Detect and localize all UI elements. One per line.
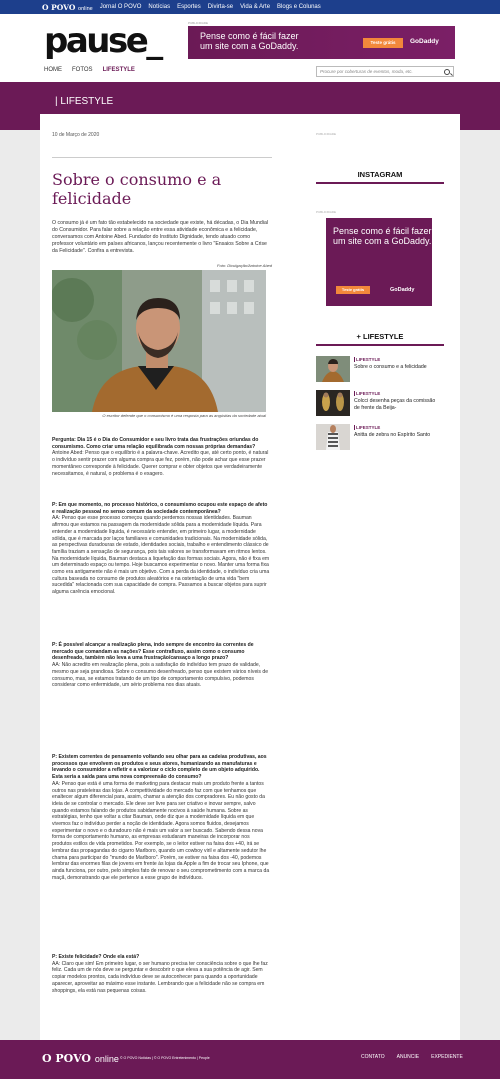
- category-label: LIFESTYLE: [356, 425, 381, 430]
- list-item[interactable]: [316, 356, 444, 384]
- answer: AA: Claro que sim! Em primeiro lugar, o ser humano precisa ter consciência sobre o que lhe faz feliz. Cada um de nós deve se perguntar e descobrir o que eleva a sua potência de agir. Sem copiar modelos prontos, cada indivíduo deve se autoconhecer para quando a oportunidade aparecer, aproveitar ao máximo esse instante. Lembrando que a felicidade não se compra em shoppings, ela está nas pequenas coisas.: [52, 960, 268, 994]
- nav-fotos[interactable]: FOTOS: [72, 67, 93, 73]
- search-placeholder: Procure por coberturas de eventos, moda, etc.: [320, 69, 413, 74]
- qa-block: [52, 954, 270, 994]
- item-title[interactable]: Sobre o consumo e a felicidade: [354, 364, 427, 370]
- more-lifestyle-heading: + LIFESTYLE: [316, 332, 444, 346]
- godaddy-logo: GoDaddy: [390, 287, 415, 293]
- godaddy-logo: GoDaddy: [410, 38, 439, 45]
- ad-text: Pense como é fácil fazer um site com a GoDaddy.: [333, 226, 432, 246]
- thumbnail[interactable]: [316, 356, 350, 382]
- article-headline: Sobre o consumo e a felicidade: [52, 170, 222, 208]
- main-nav: [44, 67, 135, 73]
- site-header: [0, 14, 500, 82]
- photo-credit: Foto: Divulgação/Antoine Abed: [217, 263, 272, 268]
- divider: [52, 157, 272, 158]
- qa-block: [52, 437, 270, 477]
- content-container: [40, 114, 460, 1040]
- list-item[interactable]: [316, 424, 444, 452]
- ad-label: PUBLICIDADE: [316, 210, 337, 214]
- photo-illustration: [52, 270, 266, 412]
- item-title[interactable]: Colcci desenha peças da comissão de frente da Beija-: [354, 398, 436, 411]
- topbar-link-vida-arte[interactable]: Vida & Arte: [240, 4, 271, 10]
- thumbnail[interactable]: [316, 390, 350, 416]
- pause-logo[interactable]: pause_: [44, 21, 161, 61]
- answer: AA: Penso que esse processo começou quando perdemos nossas identidades. Bauman afirmou que estamos na passagem da modernidade sólida para a modernidade líquida. Para entender a modernidade líquida, é necessário entender, em primeiro lugar, a modernidade sólida, que é marcada por laços familiares e comunidades tradicionais. Na modernidade sólida, as perspectivas duradouras de estado, identidades sociais, trabalho e entendimento clássico de família traziam a sensação de segurança, pois tais valores se transformavam em ritmos lentos. Na modernidade líquida, Bauman destaca a liquefação das formas sociais. Agora, não é fixa em um determinado espaço ou tempo. Hoje buscamos experimentar o novo. Manter uma forma fixa como era antigamente não é mais um objetivo. Com a perda da identidade, o indivíduo cria uma cultura baseada no consumo de produtos aleatórios e na ostentação de uma vida "bem sucedida" relacionada com sua capacidade de compra. Passamos a buscar objetos para suprir alguma carência emocional.: [52, 515, 270, 596]
- footer-copyright: © O POVO Notícias | © O POVO Entretenimento | People: [120, 1056, 210, 1060]
- answer: Antoine Abed: Penso que o equilíbrio é a palavra-chave. Acredito que, até certo ponto, é natural o indivíduo sentir prazer com alguma compra que fez, porém, não pode achar que esse prazer momentâneo corresponde à felicidade. Querer comprar e obter objetos que verdadeiramente necessitamos, é natural, o problema é o exagero.: [52, 450, 269, 477]
- thumbnail[interactable]: [316, 424, 350, 450]
- question: Pergunta: Dia 15 é o Dia do Consumidor e seu livro trata das frustrações oriundas do consumismo. Como criar uma relação equilibrada com nossas próprias demandas?: [52, 437, 259, 450]
- article-photo[interactable]: [52, 270, 266, 412]
- search-input[interactable]: [316, 66, 454, 77]
- question: P: Existem correntes de pensamento voltando seu olhar para as cadeias produtivas, aos processos que envolvem os produtos e seus atores, humanizando as manufaturas e levando o consumidor a refletir e a valorizar o ciclo completo de um objeto adquirido. Esta seria a saída para uma nova compreensão do consumo?: [52, 754, 267, 781]
- answer: AA: Não acredito em realização plena, pois a satisfação do indivíduo tem prazo de validade, mesmo que seja grandiosa. Sobre o consumo desenfreado, penso que existem vários níveis de consumo, mas, se estamos tratando de um tipo de comportamento compulsivo, podemos considerar como enfermidade, um sério problema nos dias atuais.: [52, 662, 269, 689]
- item-title[interactable]: Anitta de zebra no Espírito Santo: [354, 432, 431, 438]
- qa-block: [52, 642, 270, 689]
- qa-block: [52, 754, 270, 881]
- category-label: LIFESTYLE: [356, 357, 381, 362]
- footer-links: [361, 1054, 463, 1060]
- question: P: Existe felicidade? Onde ela está?: [52, 954, 140, 960]
- article: [52, 132, 272, 994]
- section-title: | LIFESTYLE: [55, 96, 114, 107]
- instagram-heading: INSTAGRAM: [316, 170, 444, 184]
- footer-opovo-logo[interactable]: O POVO online: [42, 1052, 119, 1065]
- topbar-link-blogs[interactable]: Blogs e Colunas: [277, 4, 321, 10]
- site-footer: [0, 1040, 500, 1079]
- sidebar-ad[interactable]: [326, 218, 432, 306]
- ad-text: Pense como é fácil fazer um site com a GoDaddy.: [200, 31, 299, 51]
- topbar-link-divirta[interactable]: Divirta-se: [207, 4, 234, 10]
- search-icon[interactable]: [444, 69, 450, 75]
- ad-label: PUBLICIDADE: [188, 21, 209, 25]
- topbar-link-noticias[interactable]: Notícias: [148, 4, 171, 10]
- qa-block: [52, 502, 270, 596]
- sidebar: [316, 132, 444, 438]
- answer: AA: Penso que está é uma forma de marketing para destacar mais um produto frente a tantos outros nas prateleiras das lojas. A competitividade do mercado faz com que tenhamos que enaltecer algum diferencial para, assim, chamar a atenção dos compradores. Eu não gosto da ideia de se controlar o mercado. Ele deve ser livre para ser criativo e inovar sempre, salvo quando estamos falando de produtos sabidamente nocivos à saúde humana. Sobre as estratégias, tenho que voltar a citar Bauman, onde diz que a modernidade líquida em que vivemos faz o indivíduo perder a noção de identidade. Agora somos fluidos, desejamos experimentar o novo e o duradouro não é mais um valor a ser buscado. Sabendo dessa nova forma de comportamento humano, as empresas estudaram maneiras de incorporar nos produtos estilos de vida prometidos. Por exemplo, se o leitor estiver na faixa dos +40, irá se lembrar das propagandas do cigarro Marlboro, quando um cowboy viril e altamente sedutor lhe chama para participar do "mundo de Marlboro". Porém, se estiver na faixa dos -40, podemos lembrar das enormes filas de jovens em frente às lojas da Apple a fim de trocar seu Iphone, que ainda funciona, por outro, pelo simples fato de renovar o seu comprometimento com a marca da maçã, demonstrando que ele pertence a esse grupo de indivíduos.: [52, 780, 270, 881]
- top-bar: [0, 0, 500, 14]
- footer-link-contato[interactable]: CONTATO: [361, 1054, 385, 1060]
- ad-cta-button[interactable]: Teste grátis: [336, 286, 370, 294]
- footer-link-anuncie[interactable]: ANUNCIE: [396, 1054, 420, 1060]
- photo-caption: O escritor defende que o consumismo é uma resposta para as angústias da sociedade atual: [102, 413, 266, 418]
- article-date: 10 de Março de 2020: [52, 132, 100, 138]
- nav-home[interactable]: HOME: [44, 67, 62, 73]
- nav-lifestyle[interactable]: LIFESTYLE: [102, 67, 135, 73]
- footer-link-expediente[interactable]: EXPEDIENTE: [431, 1054, 463, 1060]
- question: P: Em que momento, no processo histórico, o consumismo ocupou este espaço de afeto e realização pessoal no senso comum da sociedade contemporânea?: [52, 502, 268, 515]
- question: P: É possível alcançar a realização plena, indo sempre de encontro às correntes de mercado que comandam as nações? Esse contrafluxo, assim como o consumo desenfreado, também não leva a uma frustração/cansaço a longo prazo?: [52, 642, 254, 662]
- article-lead: O consumo já é um fato tão estabelecido na sociedade que existe, há décadas, o Dia Mundial do Consumidor. Para falar sobre a relação entre essa atividade econômica e a felicidade, conversamos com Antoine Abed. Fundador do Instituto Dignidade, tendo atuado como professor voluntário em países africanos, lançou recentemente o livro "Ensaios Sobre a Crise da Felicidade". Confira a entrevista.: [52, 220, 268, 254]
- ad-cta-button[interactable]: Teste grátis: [363, 38, 403, 48]
- list-item[interactable]: [316, 390, 444, 418]
- topbar-link-jornal[interactable]: Jornal O POVO: [99, 4, 142, 10]
- topbar-link-esportes[interactable]: Esportes: [177, 4, 201, 10]
- ad-label: PUBLICIDADE: [316, 132, 337, 136]
- category-label: LIFESTYLE: [356, 391, 381, 396]
- header-ad-banner[interactable]: [188, 26, 455, 59]
- opovo-logo[interactable]: O POVO online: [42, 2, 93, 12]
